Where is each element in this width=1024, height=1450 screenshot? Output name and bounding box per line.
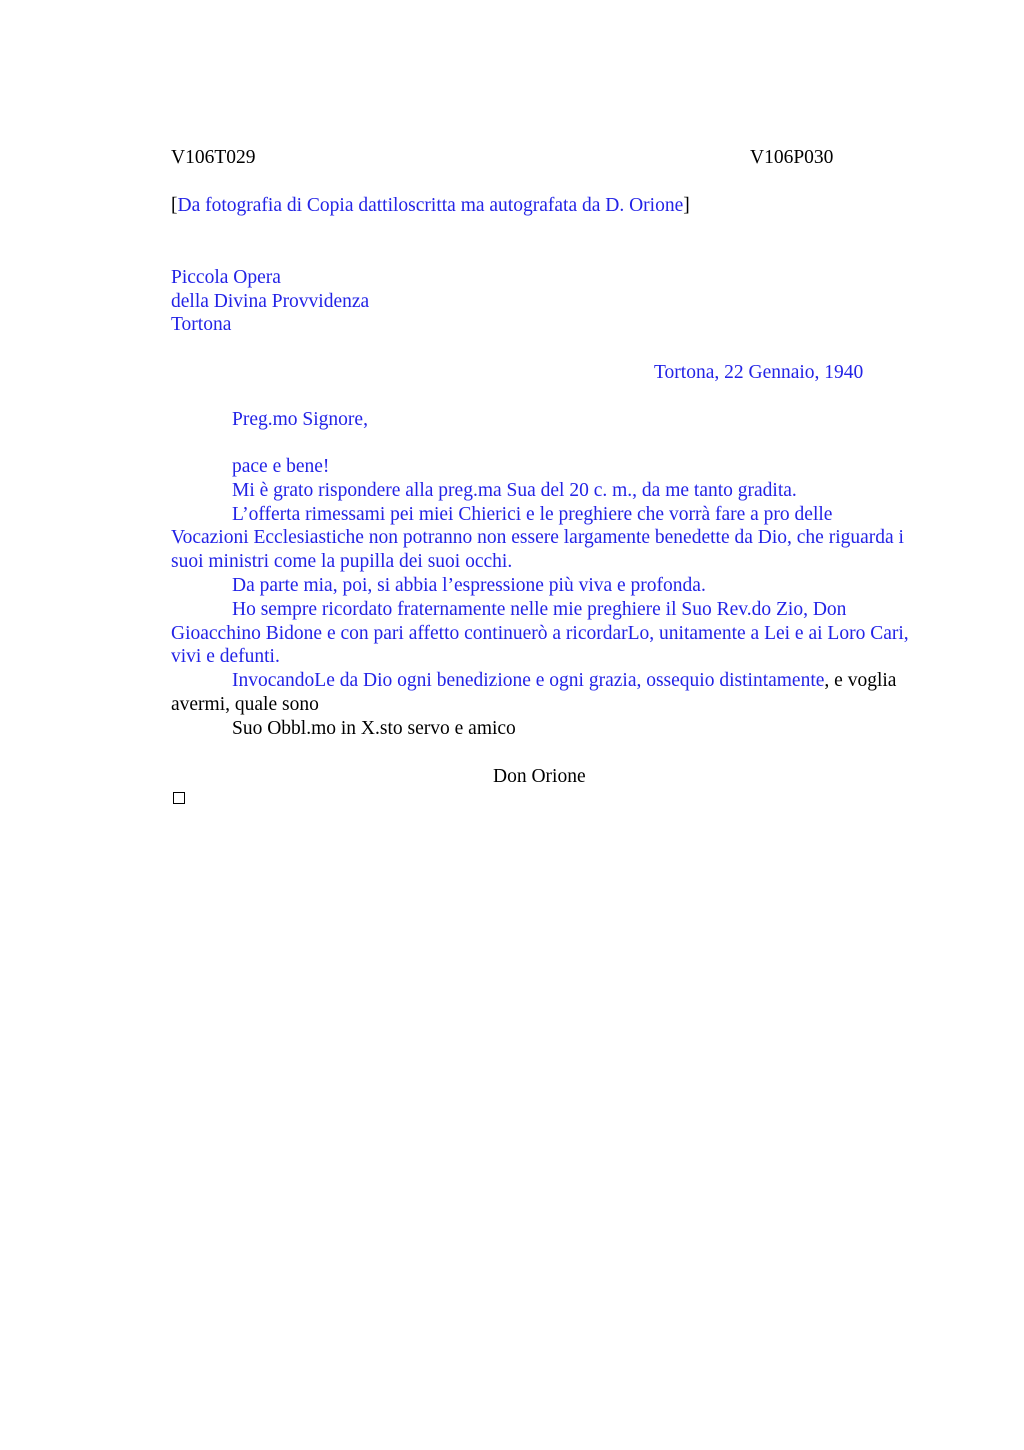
salutation: Preg.mo Signore, [232,409,368,430]
signature: Don Orione [493,766,586,787]
body-paragraph-4: Da parte mia, poi, si abbia l’espressione più viva e profonda. [232,574,706,596]
body-paragraph-3: L’offerta rimessami pei miei Chierici e le preghiere che vorrà fare a pro delle Vocazioni Ecclesiastiche non potranno non essere largamente benedette da Dio, che riguarda i suoi ministri come la pupilla dei suoi occhi. [171,503,904,573]
end-of-document-box-icon [173,792,185,804]
source-text: Da fotografia di Copia dattiloscritta ma autografata da D. Orione [177,195,684,216]
body-paragraph-2: Mi è grato rispondere alla preg.ma Sua del 20 c. m., da me tanto gradita. [232,479,797,501]
body-paragraph-6-blue: InvocandoLe da Dio ogni benedizione e ogni grazia, ossequio distintamente [232,670,825,692]
letter-body [171,455,911,741]
body-paragraph-6 [171,669,911,717]
sender-line-3: Tortona [171,314,232,335]
body-paragraph-6-black: , e voglia avermi, quale sono [171,670,897,715]
source-close-bracket: ] [683,195,690,216]
body-paragraph-1: pace e bene! [232,456,330,477]
document-code-left: V106T029 [171,147,256,168]
closing-line: Suo Obbl.mo in X.sto servo e amico [232,717,516,739]
source-open-bracket: [ [171,195,178,216]
sender-line-2: della Divina Provvidenza [171,290,370,312]
body-paragraph-5: Ho sempre ricordato fraternamente nelle mie preghiere il Suo Rev.do Zio, Don Gioacchino Bidone e con pari affetto continuerò a ricordarLo, unitamente a Lei e ai Loro Cari, vivi e defunti. [171,598,909,668]
sender-address [171,266,369,337]
letter-date: Tortona, 22 Gennaio, 1940 [654,362,864,383]
source-note [171,194,690,218]
document-code-right: V106P030 [750,147,834,168]
sender-line-1: Piccola Opera [171,267,281,288]
